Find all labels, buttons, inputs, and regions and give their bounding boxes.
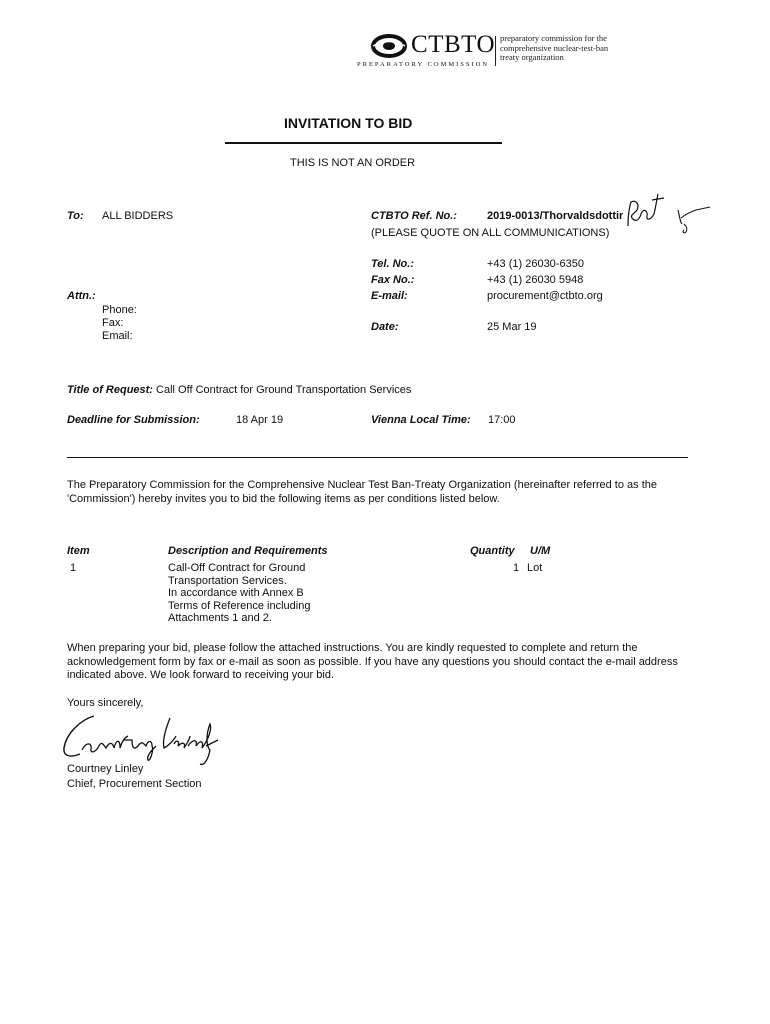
instructions-paragraph: When preparing your bid, please follow the attached instructions. You are kindly requested to complete and return the acknowledgement form by fax or e-mail as soon as possible. If you have any questions you should contact the e-mail address indicated above. We look forward to receiving your bid. bbox=[67, 642, 678, 681]
to-value: ALL BIDDERS bbox=[102, 210, 174, 222]
tel-label: Tel. No.: bbox=[371, 258, 414, 270]
email-contact-label: E-mail: bbox=[371, 290, 408, 302]
description-line: In accordance with Annex B bbox=[168, 587, 304, 599]
section-divider bbox=[67, 457, 688, 458]
date-value: 25 Mar 19 bbox=[487, 321, 537, 333]
page-title: INVITATION TO BID bbox=[284, 115, 413, 131]
ctbto-emblem-icon bbox=[371, 33, 407, 59]
ref-value: 2019-0013/Thorvaldsdottir bbox=[487, 210, 624, 222]
deadline-label: Deadline for Submission: bbox=[67, 414, 200, 426]
request-title-value: Call Off Contract for Ground Transportation Services bbox=[156, 384, 412, 396]
to-label: To: bbox=[67, 210, 84, 222]
email-contact-value: procurement@ctbto.org bbox=[487, 290, 603, 302]
row-um: Lot bbox=[527, 562, 543, 574]
title-underline bbox=[225, 142, 502, 144]
attn-label: Attn.: bbox=[67, 290, 96, 302]
ref-label: CTBTO Ref. No.: bbox=[371, 210, 457, 222]
table-header-um: U/M bbox=[530, 545, 551, 557]
time-label: Vienna Local Time: bbox=[371, 414, 471, 426]
tel-value: +43 (1) 26030-6350 bbox=[487, 258, 584, 270]
deadline-value: 18 Apr 19 bbox=[236, 414, 284, 426]
table-header-quantity: Quantity bbox=[470, 545, 515, 557]
fax-label: Fax: bbox=[102, 317, 124, 329]
logo-subtitle: PREPARATORY COMMISSION bbox=[357, 61, 490, 68]
fax-no-label: Fax No.: bbox=[371, 274, 415, 286]
description-line: Attachments 1 and 2. bbox=[168, 612, 272, 624]
table-header-item: Item bbox=[67, 545, 90, 557]
logo-tagline-line: preparatory commission for the bbox=[500, 33, 607, 43]
initials-scribble bbox=[620, 188, 715, 238]
description-line: Terms of Reference including bbox=[168, 599, 311, 612]
description-line: Call-Off Contract for Ground bbox=[168, 562, 306, 574]
intro-paragraph: The Preparatory Commission for the Comprehensive Nuclear Test Ban-Treaty Organization (hereinafter referred to as the 'Commission') hereby invites you to bid the following items as per conditions listed below. bbox=[67, 479, 657, 505]
closing: Yours sincerely, bbox=[67, 697, 144, 709]
ref-note: (PLEASE QUOTE ON ALL COMMUNICATIONS) bbox=[371, 227, 610, 239]
page-subtitle: THIS IS NOT AN ORDER bbox=[290, 157, 416, 169]
row-quantity: 1 bbox=[513, 562, 520, 574]
logo-tagline bbox=[500, 34, 608, 63]
signatory-name: Courtney Linley bbox=[67, 763, 144, 775]
request-title-label: Title of Request: bbox=[67, 384, 153, 396]
date-label: Date: bbox=[371, 321, 399, 333]
email-label: Email: bbox=[102, 330, 133, 342]
logo-tagline-line: comprehensive nuclear-test-ban bbox=[500, 42, 609, 53]
request-title-line bbox=[67, 384, 411, 396]
time-value: 17:00 bbox=[488, 414, 516, 426]
logo-name: CTBTO bbox=[411, 31, 495, 58]
fax-no-value: +43 (1) 26030 5948 bbox=[487, 274, 584, 286]
logo-tagline-line: treaty organization bbox=[500, 52, 564, 62]
table-header-description: Description and Requirements bbox=[168, 545, 328, 557]
description-line: Transportation Services. bbox=[168, 574, 287, 587]
phone-label: Phone: bbox=[102, 304, 137, 316]
row-description bbox=[168, 562, 310, 625]
logo-divider bbox=[495, 36, 496, 66]
row-item: 1 bbox=[70, 562, 77, 574]
signatory-position: Chief, Procurement Section bbox=[67, 778, 202, 790]
